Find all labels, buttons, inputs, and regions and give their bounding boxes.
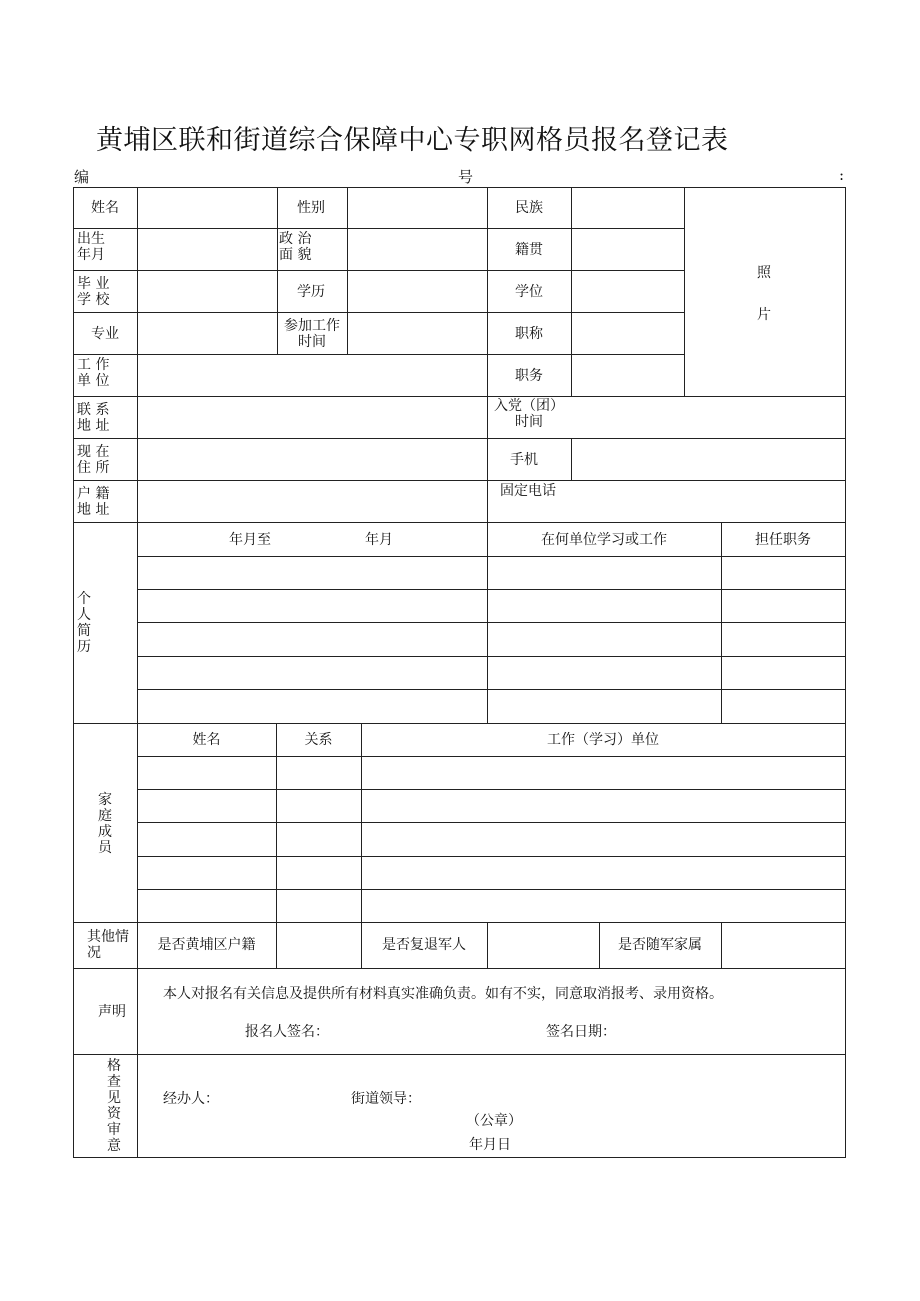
review-section-label: 格查见资审意 [107,1058,121,1154]
border-right [845,187,846,1158]
resume-col-to: 年月 [365,532,393,548]
col-line [721,522,722,723]
row-line [137,556,846,557]
family-col-name: 姓名 [192,732,221,748]
seal-label: （公章） [466,1113,522,1129]
work-start-label-2: 时间 [298,334,326,350]
party-label-1: 入党（团） [494,398,564,414]
landline-label: 固定电话 [500,483,556,499]
registration-form-table [73,187,846,1158]
col-line [137,723,138,922]
hukou-question: 是否黄埔区户籍 [157,937,256,953]
address-label-2: 地 址 [77,418,110,434]
col-line [276,723,277,922]
col-line [137,522,138,723]
residence-label-1: 现 在 [77,444,110,460]
col-line [571,438,572,480]
birth-label-2: 年月 [77,247,105,263]
gender-label: 性别 [297,200,325,216]
party-label-2: 时间 [515,414,543,430]
position-label: 职务 [515,368,543,384]
school-label-2: 学 校 [77,292,110,308]
other-label-1: 其他情 [87,929,129,945]
col-line [347,187,348,354]
row-line [73,354,684,355]
col-line [137,187,138,522]
street-leader-label: 街道领导： [351,1091,421,1107]
row-line [73,922,846,923]
declaration-label: 声明 [98,1004,126,1020]
ethnicity-label: 民族 [515,200,543,216]
number-label-middle: 号 [458,168,474,186]
row-line [137,856,846,857]
col-line [137,968,138,1157]
row-line [73,723,846,724]
row-line [137,689,846,690]
photo-label-1: 照 [757,265,771,281]
row-line [73,968,846,969]
education-label: 学历 [297,284,325,300]
border-bottom [73,1157,846,1158]
hukou-label-1: 户 籍 [77,486,110,502]
col-line [571,187,572,396]
row-line [137,789,846,790]
school-label-1: 毕 业 [77,276,110,292]
review-date-label: 年月日 [469,1137,511,1153]
mobile-label: 手机 [510,452,538,468]
col-line [276,922,277,968]
row-line [73,438,846,439]
col-line [487,187,488,522]
number-label-colon: : [839,166,845,184]
name-label: 姓名 [91,200,119,216]
family-section-label: 家庭成员 [98,792,112,856]
col-line [487,922,488,968]
political-label-1: 政 治 [279,231,312,247]
family-col-unit: 工作（学习）单位 [547,732,659,748]
row-line [137,622,846,623]
resume-section-label: 个人简历 [77,591,91,655]
residence-label-2: 住 所 [77,460,110,476]
hukou-label-2: 地 址 [77,502,110,518]
row-line [73,522,846,523]
row-line [137,822,846,823]
resume-col-from: 年月至 [229,532,271,548]
address-label-1: 联 系 [77,402,110,418]
row-line [137,889,846,890]
workplace-label-2: 单 位 [77,373,110,389]
other-label-2: 况 [87,945,101,961]
native-place-label: 籍贯 [515,242,543,258]
degree-label: 学位 [515,284,543,300]
col-line [487,522,488,723]
photo-label-2: 片 [757,307,771,323]
row-line [73,270,684,271]
family-col-relation: 关系 [304,732,333,748]
declaration-text: 本人对报名有关信息及提供所有材料真实准确负责。如有不实，同意取消报考、录用资格。 [163,986,723,1002]
number-label-left: 编 [74,168,90,186]
work-start-label-1: 参加工作 [284,318,340,334]
signature-label: 报名人签名： [245,1024,329,1040]
political-label-2: 面 貌 [279,247,312,263]
row-line [73,480,846,481]
row-line [73,312,684,313]
col-line [684,187,685,396]
resume-col-unit: 在何单位学习或工作 [541,532,667,548]
row-line [73,396,846,397]
sign-date-label: 签名日期： [546,1024,616,1040]
row-line [137,756,846,757]
number-row [74,166,846,186]
major-label: 专业 [91,326,119,342]
resume-col-role: 担任职务 [755,532,811,548]
title-rank-label: 职称 [515,326,543,342]
form-title: 黄埔区联和街道综合保障中心专职网格员报名登记表 [96,125,729,156]
military-family-question: 是否随军家属 [618,937,702,953]
border-left [73,187,74,1158]
row-line [137,589,846,590]
col-line [361,723,362,922]
birth-label-1: 出生 [77,231,105,247]
col-line [721,922,722,968]
row-line [73,228,684,229]
workplace-label-1: 工 作 [77,357,110,373]
border-top [73,187,846,188]
row-line [137,656,846,657]
handler-label: 经办人： [163,1091,219,1107]
veteran-question: 是否复退军人 [382,937,466,953]
row-line [73,1054,846,1055]
